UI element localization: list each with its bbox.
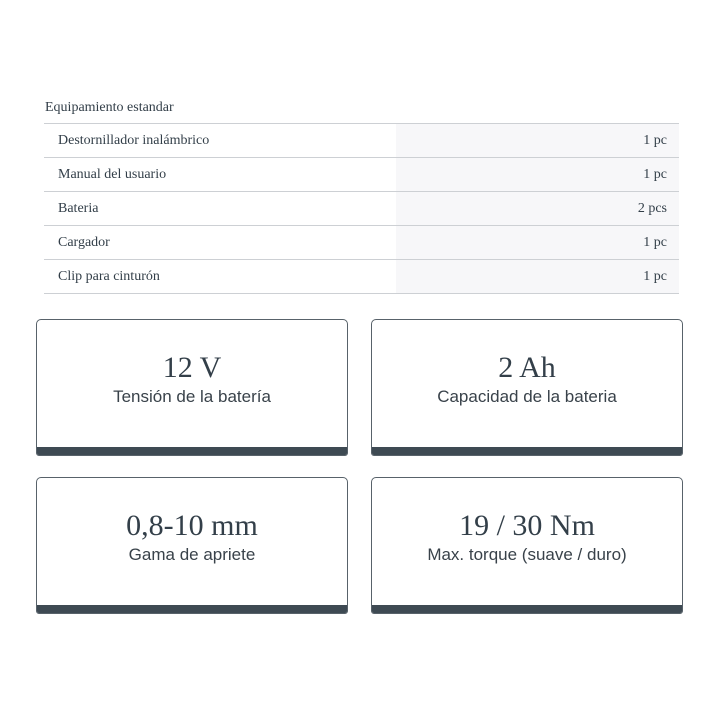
table-row [44,191,679,225]
equipment-table-title: Equipamiento estandar [45,100,174,115]
spec-value: 2 Ah [498,350,556,384]
spec-value: 12 V [162,350,222,384]
equipment-label: Destornillador inalámbrico [44,124,396,157]
card-accent-bar [37,447,347,455]
spec-label: Tensión de la batería [113,386,271,406]
spec-card-max-torque [371,477,683,614]
equipment-qty: 1 pc [396,226,679,259]
spec-label: Gama de apriete [128,544,256,564]
equipment-table [44,97,679,294]
equipment-label: Manual del usuario [44,158,396,191]
table-row [44,259,679,294]
spec-value: 19 / 30 Nm [459,508,595,542]
spec-label: Capacidad de la bateria [437,386,617,406]
spec-card-battery-capacity [371,319,683,456]
spec-label: Max. torque (suave / duro) [427,544,627,564]
table-row [44,123,679,157]
equipment-qty: 1 pc [396,158,679,191]
table-row [44,157,679,191]
spec-value: 0,8-10 mm [126,508,258,542]
card-accent-bar [372,447,682,455]
spec-card-clamping-range [36,477,348,614]
equipment-qty: 1 pc [396,124,679,157]
table-row [44,225,679,259]
equipment-qty: 2 pcs [396,192,679,225]
equipment-label: Bateria [44,192,396,225]
equipment-qty: 1 pc [396,260,679,293]
spec-cards [36,319,683,614]
equipment-label: Clip para cinturón [44,260,396,293]
equipment-label: Cargador [44,226,396,259]
card-accent-bar [37,605,347,613]
card-accent-bar [372,605,682,613]
spec-card-battery-voltage [36,319,348,456]
